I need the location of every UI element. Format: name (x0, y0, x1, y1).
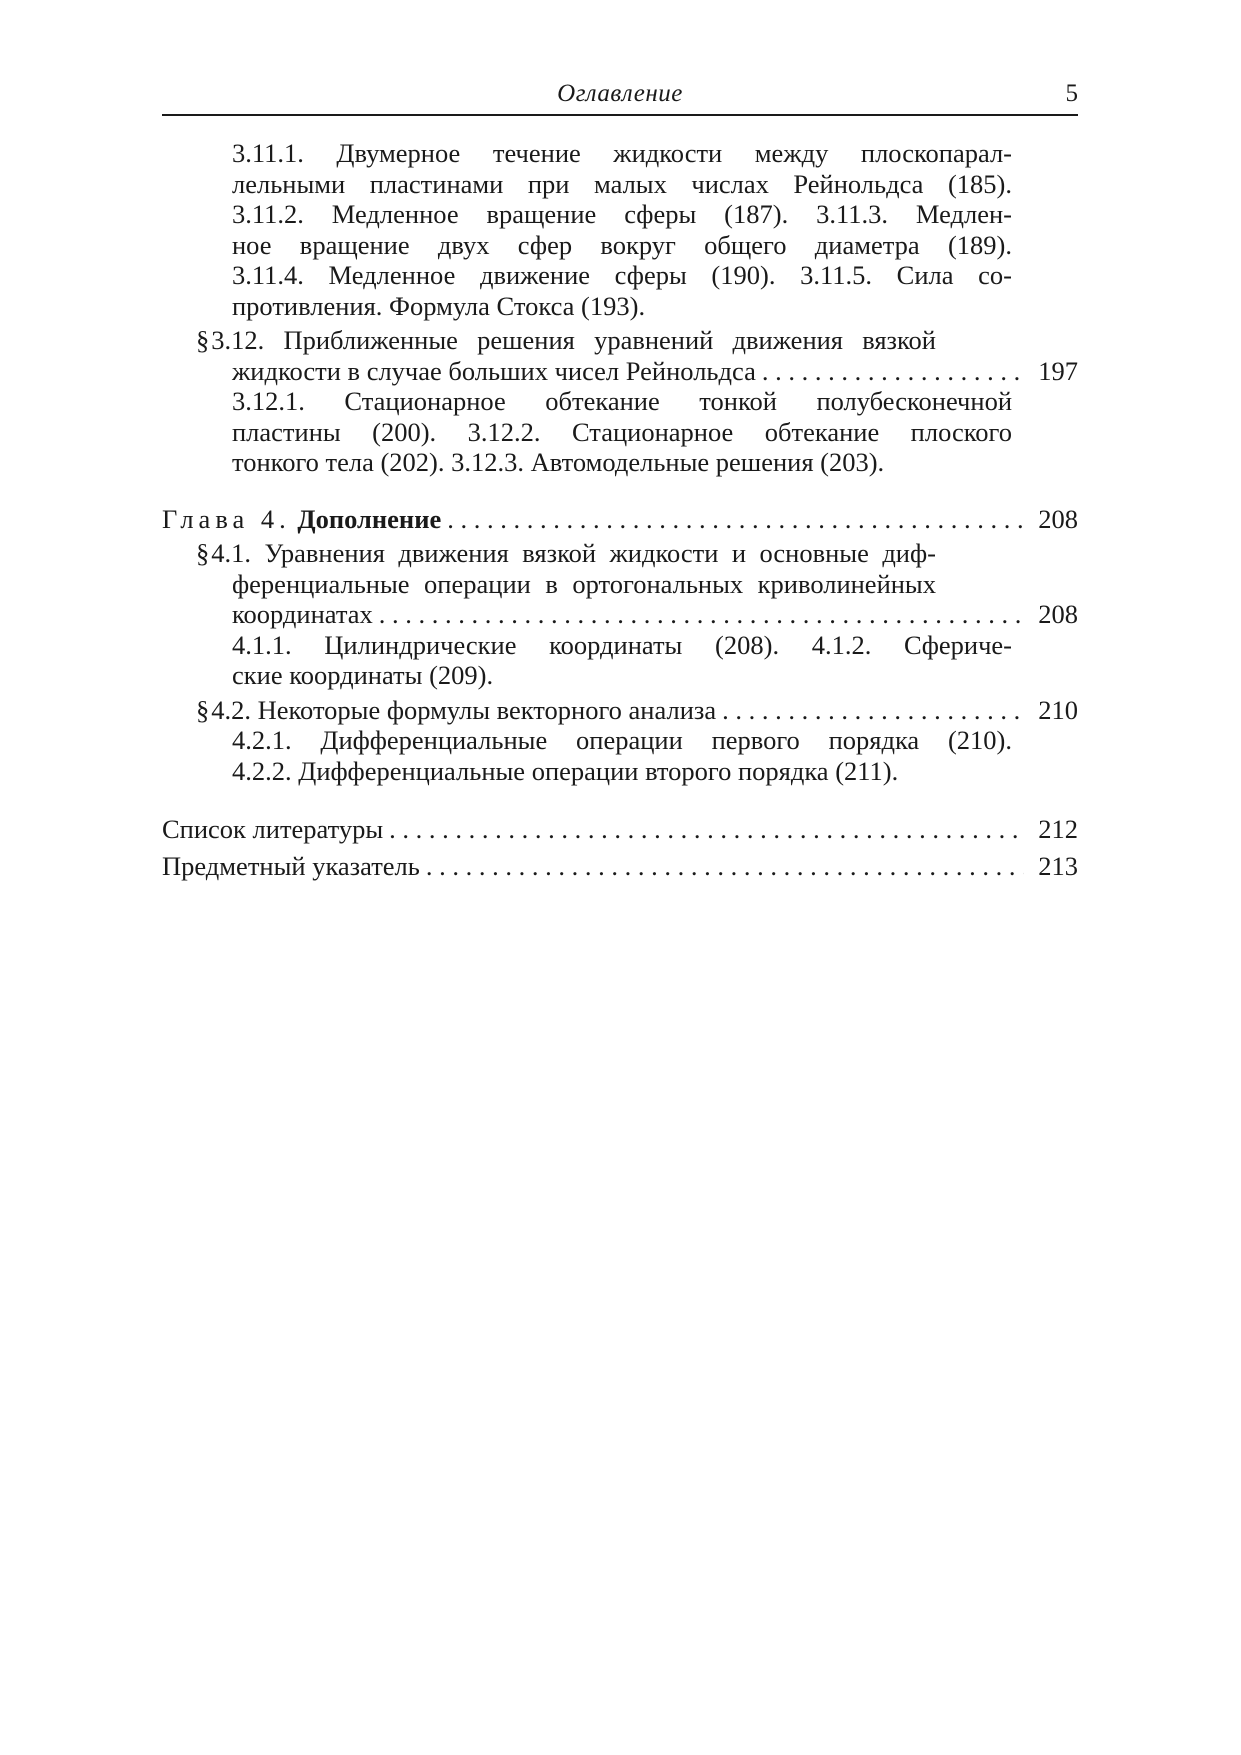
toc-entry-label: координатах (232, 599, 373, 629)
section-sign: § (196, 325, 210, 355)
toc-entry-3-12[interactable] (196, 356, 1078, 387)
page-number: 5 (1065, 80, 1078, 107)
toc-page-number: 208 (1038, 599, 1078, 629)
dot-leader (389, 814, 1024, 845)
toc-text-line: 4.2.1. Дифференциальные операции первого порядка (210). (232, 725, 1012, 755)
running-header (162, 80, 1078, 116)
toc-page-number: 210 (1038, 694, 1078, 725)
toc-entry-label: Список литературы (162, 814, 384, 844)
toc-page-number: 212 (1038, 814, 1078, 844)
toc-entry-label: §4.2. Некоторые формулы векторного анализа (196, 694, 717, 725)
toc-text-line: 3.11.1. Двумерное течение жидкости между плоскопарал- (232, 138, 1012, 168)
toc-entry-4-2[interactable] (196, 695, 1078, 726)
toc-section-4-2[interactable] (196, 695, 1078, 726)
dot-leader (426, 851, 1024, 882)
toc-text-line: 4.2.2. Дифференциальные операции второго порядка (211). (232, 755, 899, 786)
toc-text-line: противления. Формула Стокса (193). (232, 290, 646, 321)
toc-subsections-3-11 (232, 138, 1012, 321)
section-sign: § (196, 694, 210, 725)
toc-text-line: лельными пластинами при малых числах Рейнольдса (185). (232, 168, 1012, 199)
chapter-title: Дополнение (297, 503, 442, 534)
toc-subsections-4-1 (232, 630, 1012, 691)
toc-chapter-4[interactable] (162, 504, 1078, 535)
toc-chapter-label (162, 504, 441, 535)
dot-leader (379, 599, 1024, 630)
section-sign: § (196, 538, 210, 568)
toc-entry-label: жидкости в случае больших чисел Рейнольдса (232, 355, 756, 386)
toc-page-number: 197 (1038, 355, 1078, 386)
toc-subsections-4-2 (232, 725, 1012, 786)
toc-text-line: 3.11.2. Медленное вращение сферы (187). 3.11.3. Медлен- (232, 199, 1012, 229)
toc-text-line: 3.11.4. Медленное движение сферы (190). 3.11.5. Сила со- (232, 260, 1012, 290)
toc-text-line: пластины (200). 3.12.2. Стационарное обтекание плоского (232, 416, 1012, 447)
toc-subsections-3-12 (232, 386, 1012, 478)
toc-entry-4-1[interactable] (196, 599, 1078, 630)
toc-page-number: 208 (1038, 503, 1078, 534)
toc-text-line: ференциальные операции в ортогональных криволинейных (232, 568, 936, 599)
chapter-prefix: Глава 4. (162, 503, 291, 534)
dot-leader (762, 356, 1024, 387)
toc-text-line: ские координаты (209). (232, 660, 494, 690)
toc-text-line: 4.1.1. Цилиндрические координаты (208). 4.1.2. Сфериче- (232, 629, 1012, 660)
toc-entry-bibliography[interactable] (162, 814, 1078, 845)
toc-section-title: §4.1. Уравнения движения вязкой жидкости и основные диф- (196, 538, 936, 568)
toc-section-4-1[interactable] (196, 538, 1078, 630)
dot-leader (722, 695, 1024, 726)
table-of-contents (162, 138, 1078, 881)
toc-section-title: §3.12. Приближенные решения уравнений движения вязкой (196, 325, 936, 355)
toc-page-number: 213 (1038, 850, 1078, 881)
toc-section-3-12[interactable] (196, 325, 1078, 386)
toc-text-line: ное вращение двух сфер вокруг общего диаметра (189). (232, 229, 1012, 260)
dot-leader (447, 504, 1024, 535)
toc-text-line: 3.12.1. Стационарное обтекание тонкой полубесконечной (232, 386, 1012, 416)
running-title: Оглавление (557, 80, 683, 107)
toc-entry-index[interactable] (162, 851, 1078, 882)
toc-text-line: тонкого тела (202). 3.12.3. Автомодельные решения (203). (232, 447, 885, 477)
toc-entry-label: Предметный указатель (162, 850, 420, 881)
